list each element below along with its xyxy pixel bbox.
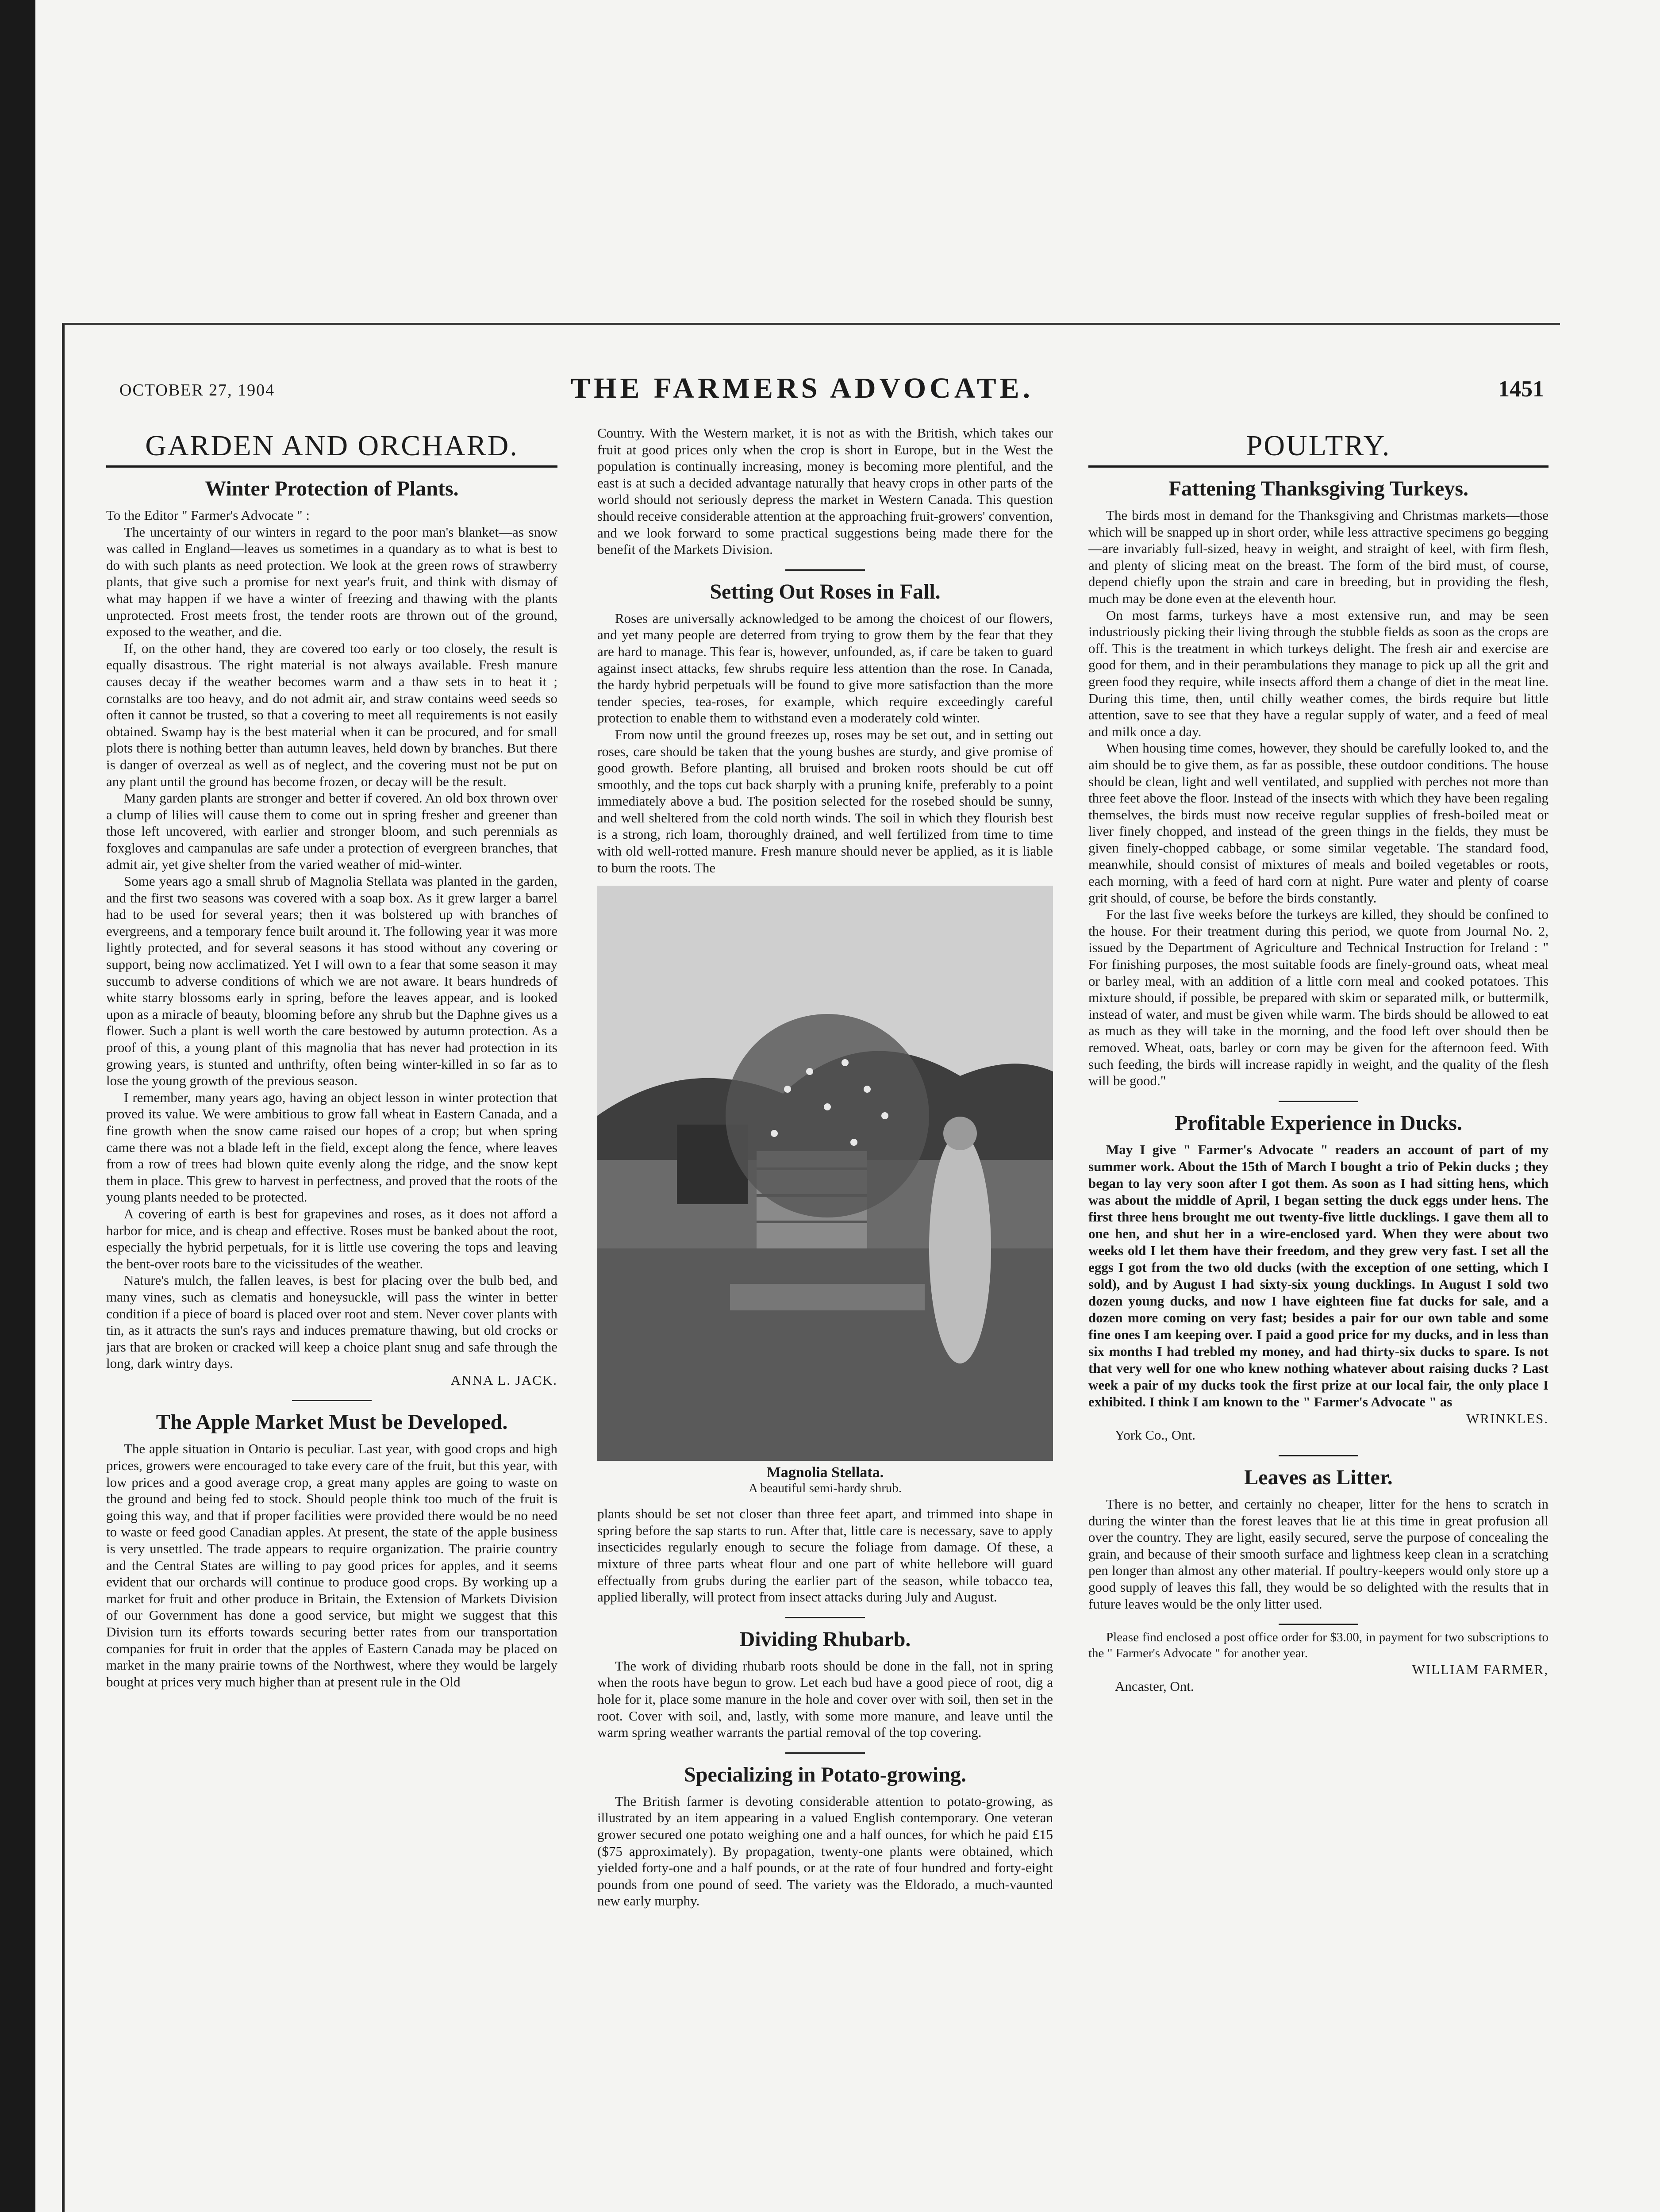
newspaper-page [106, 345, 1557, 2212]
scan-dark-edge [0, 0, 35, 2212]
paragraph: I remember, many years ago, having an object lesson in winter protection that proved its value. We were ambitious to grow fall wheat in Eastern Canada, and a fine growth when the snow came raised our hopes of a crop; but when spring came there was not a blade left in the field, except along the fence, where leaves from a row of trees had blown quite evenly along the ridge, and the snow kept them in place. This grew to harvest in perfectness, and proved that the roots of the young plants needed to be protected. [106, 1089, 557, 1205]
column-3 [1088, 425, 1549, 2212]
paragraph: The British farmer is devoting considerable attention to potato-growing, as illustrated by an item appearing in a valued English contemporary. One veteran grower secured one potato weighing one and a half ounces, for which he paid £15 ($75 approximately). By propagation, twenty-one plants were obtained, which yielded forty-one and a half pounds, or at the rate of four hundred and forty-eight pounds from one pound of seed. The variety was the Eldorado, a much-vaunted new early murphy. [597, 1793, 1053, 1909]
paragraph: The uncertainty of our winters in regard to the poor man's blanket—as snow was called in England—leaves us sometimes in a quandary as to what is best to do with such plants as need protection. We look at the green rows of strawberry plants, that give such a promise for next year's fruit, and think with dismay of what may happen if we have a winter of freezing and thawing with the plants unprotected. Frost meets frost, the tender roots are thrown out of the ground, exposed to the weather, and die. [106, 524, 557, 640]
author-signature: ANNA L. JACK. [450, 1372, 557, 1388]
paragraph: The birds most in demand for the Thanksgiving and Christmas markets—those which will be snapped up in short order, while less attractive specimens go begging—are invariably full-sized, heavy in weight, and straight of keel, with firm flesh, and plenty of slicing meat on the breast. The form of the bird must, of course, depend chiefly upon the strain and care in breeding, but in providing the flesh, much may be done even at the eleventh hour. [1088, 507, 1549, 606]
paragraph-continued: Country. With the Western market, it is not as with the British, which takes our fruit at good prices only when the crop is short in Europe, but in the West the population is continually increasing, money is becoming more plentiful, and the east is at such a decided advantage naturally that heavy crops in other parts of the world should not seriously depress the market in Western Canada. This question should receive considerable attention at the approaching fruit-growers' convention, and we look forward to some practical suggestions being made there for the benefit of the Markets Division. [597, 425, 1053, 557]
article-title-ducks: Profitable Experience in Ducks. [1175, 1111, 1462, 1135]
paragraph: May I give " Farmer's Advocate " readers an account of part of my summer work. About the 15th of March I bought a trio of Pekin ducks ; they began to lay very soon after I got them. As soon as I had sitting hens, which was about the middle of April, I began setting the duck eggs under hens. The first three hens brought me out twenty-five little ducklings. I gave them all to one hen, and shut her in a wire-enclosed yard. When they were about two weeks old I let them have their freedom, and they grew very fast. I set all the eggs I got from the two old ducks (with the exception of one setting, which I sold), and by August I had sixty-six young ducklings. In August I sold two dozen young ducks, and now I have eighteen fine fat ducks for sale, and a dozen more coming on very fast; besides a pair for our own table and some fine ones I am keeping over. I paid a good price for my ducks, and in less than six months I had trebled my money, and had thirty-six ducks to spare. Is not that very well for one who knew nothing whatever about raising ducks ? Last week a pair of my ducks took the first prize at our local fair, the only place I exhibited. I think I am known to the " Farmer's Advocate " as [1088, 1141, 1549, 1409]
paragraph: Many garden plants are stronger and better if covered. An old box thrown over a clump of lilies will cause them to come out in spring fresher and greener than those left uncovered, with earlier and stronger bloom, and such perennials as foxgloves and campanulas are safe under a protection of evergreen branches, that admit air, yet give shelter from the varied weather of mid-winter. [106, 790, 557, 872]
paragraph-continued: plants should be set not closer than three feet apart, and trimmed into shape in spring before the sap starts to run. After that, little care is necessary, save to apply insecticides regularly enough to secure the foliage from damage. Of these, a mixture of three parts wheat flour and one part of white hellebore will guard effectually from grubs during the earlier part of the season, while tobacco tea, applied liberally, will protect from insect attacks during July and August. [597, 1506, 1053, 1605]
subscription-note: Please find enclosed a post office order for $3.00, in payment for two subscriptions to the " Farmer's Advocate " for another year. [1088, 1630, 1549, 1661]
magnolia-photo-illustration [597, 886, 1053, 1461]
note-location: Ancaster, Ont. [1115, 1678, 1194, 1694]
article-title-rhubarb: Dividing Rhubarb. [739, 1627, 911, 1651]
paragraph: From now until the ground freezes up, roses may be set out, and in setting out roses, care should be taken that the young bushes are sturdy, and give promise of good growth. Before planting, all bruised and broken roots should be cut off smoothly, and the tops cut back sharply with a pruning knife, preferably to a point immediately above a bud. The position selected for the rosebed should be sunny, and well sheltered from the cold north winds. The soil in which they flourish best is a strong, rich loam, thoroughly drained, and well fertilized from time to time with old well-rotted manure. Fresh manure should never be applied, as it is liable to burn the roots. The [597, 726, 1053, 876]
magnolia-photo [597, 886, 1053, 1461]
article-title-leaves: Leaves as Litter. [1244, 1465, 1393, 1489]
divider [785, 1752, 865, 1754]
paragraph: Roses are universally acknowledged to be among the choicest of our flowers, and yet many people are deterred from trying to grow them by the fear that they are hard to manage. This fear is, however, unfounded, as, if care be taken to guard against insect attacks, few shrubs require less attention than the rose. In Canada, the hardy hybrid perpetuals will be found to give more satisfaction than the more tender species, tea-roses, for example, which require exceedingly careful protection to enable them to withstand even a moderately cold winter. [597, 610, 1053, 726]
paragraph: There is no better, and certainly no cheaper, litter for the hens to scratch in during the winter than the forest leaves that lie at this time in great profusion all over the country. They are light, easily secured, serve the purpose of concealing the grain, and because of their smooth surface and lightness keep clean in a scratching pen longer than almost any other material. If poultry-keepers would only store up a good supply of leaves this fall, they would be so delighted with the results that in future leaves would be the only litter used. [1088, 1496, 1549, 1612]
paragraph: The work of dividing rhubarb roots should be done in the fall, not in spring when the roots have begun to grow. Let each bud have a good piece of root, dig a hole for it, place some manure in the hole and cover over with soil, then set in the root. Cover with soil, and, lastly, with some more manure, and leave until the warm spring weather warrants the partial removal of the top covering. [597, 1658, 1053, 1740]
article-title-roses: Setting Out Roses in Fall. [710, 580, 941, 603]
note-signature: WILLIAM FARMER, [1412, 1662, 1549, 1678]
column-1 [106, 425, 557, 2212]
divider [1279, 1455, 1358, 1456]
article-salutation: To the Editor " Farmer's Advocate " : [106, 507, 310, 523]
paragraph: A covering of earth is best for grapevines and roses, as it does not afford a harbor for mice, and is cheap and effective. Roses must be banked about the root, especially the hybrid perpetuals, for it is little use covering the tops and leaving the bent-over roots bare to the vicissitudes of the weather. [106, 1206, 557, 1271]
paragraph: For the last five weeks before the turkeys are killed, they should be confined to the house. For their treatment during this period, we quote from Journal No. 2, issued by the Department of Agriculture and Technical Instruction for Ireland : " For finishing purposes, the most suitable foods are finely-ground oats, wheat meal or barley meal, with an addition of a little corn meal and cooked potatoes. This mixture should, if possible, be prepared with skim or separated milk, or buttermilk, instead of water, and must be given while warm. The birds should be allowed to eat as much as they will take in the morning, and the food left over should then be removed. Wheat, oats, barley or corn may be given for the afternoon feed. With such feeding, the birds will increase rapidly in weight, and the quality of the flesh will be good." [1088, 906, 1549, 1089]
paragraph: Some years ago a small shrub of Magnolia Stellata was planted in the garden, and the first two seasons was covered with a soap box. As it grew larger a barrel had to be used for several years; then it was bolstered up with branches of evergreens, and a temporary fence built around it. The following year it was more lightly protected, and for several seasons it has stood without any covering or support, being now acclimatized. Yet I will own to a fear that some season it may succumb to adverse conditions of which we are not aware. It bears hundreds of white starry blossoms early in spring, before the leaves appear, and is looked upon as a miracle of beauty, blooming before any shrub but the Daphne gives us a flower. Such a plant is well worth the care bestowed by autumn protection. As a proof of this, a young plant of this magnolia that has never had protection in its growing years, is stunted and unthrifty, often being winter-killed in so far as to lose the young growth of the previous season. [106, 873, 557, 1089]
paragraph: If, on the other hand, they are covered too early or too closely, the result is equally disastrous. The right material is not always available. Fresh manure causes decay if the weather becomes warm and a thaw sets in to heat it ; cornstalks are too heavy, and do not admit air, and straw contains weed seeds so often it cannot be trusted, so that a covering to meet all requirements is not easily obtained. Swamp hay is the best material when it can be procured, and for small plots there is nothing better than autumn leaves, held down by branches. But there is danger of overzeal as well as of neglect, and the covering must not be put on any plant until the ground has become frozen, or decay will be the result. [106, 640, 557, 789]
section-heading-poultry: POULTRY. [1088, 429, 1549, 468]
divider [1279, 1101, 1358, 1102]
divider [785, 1617, 865, 1618]
paragraph: When housing time comes, however, they should be carefully looked to, and the aim should be to give them, as far as possible, these outdoor conditions. The house should be clean, light and well ventilated, and supplied with perches not more than three feet above the floor. Instead of the insects with which they have been regaling themselves, the birds must now receive regular supplies of fresh-boiled meat or liver finely chopped, and instead of the green things in the fields, they must be given finely-chopped cabbage, or some similar vegetable. The standard food, meanwhile, should consist of mixtures of meals and boiled vegetables or roots, each morning, with a feed of hard corn at night. Pure water and plenty of coarse grit should, of course, be before the birds constantly. [1088, 740, 1549, 906]
photo-caption: Magnolia Stellata. [766, 1464, 884, 1481]
column-2 [597, 425, 1053, 2212]
section-heading-garden: GARDEN AND ORCHARD. [106, 429, 557, 468]
divider [785, 569, 865, 571]
paragraph: The apple situation in Ontario is peculiar. Last year, with good crops and high prices, growers were encouraged to take every care of the fruit, but this year, with low prices and a good average crop, a great many apples are going to waste on the ground and being fed to stock. Should people think too much of the fruit is going this way, and that if proper facilities were provided there would be no need to waste or feed good Canadian apples. At present, the state of the apple business is very unsettled. The trade appears to require organization. The prairie country and the Central States are willing to pay good prices for apples, and it seems evident that our orchards will continue to produce good crops. By working up a market for fruit and other produce in Britain, the Extension of Markets Division of our Government has done a good service, but might we suggest that this Division turn its efforts towards securing better rates from our transportation companies for fruit in order that the apples of Eastern Canada may be placed on market in the many prairie towns of the Northwest, where they would be largely bought at prices very much higher than at present rule in the Old [106, 1441, 557, 1690]
page-number: 1451 [1498, 376, 1544, 402]
divider [292, 1400, 372, 1401]
page-header [119, 372, 1544, 425]
masthead-title: THE FARMERS ADVOCATE. [571, 372, 1034, 404]
article-title-winter-protection: Winter Protection of Plants. [205, 477, 459, 500]
article-title-potato: Specializing in Potato-growing. [684, 1763, 966, 1786]
photo-subcaption: A beautiful semi-hardy shrub. [748, 1481, 902, 1496]
paragraph: On most farms, turkeys have a most extensive run, and may be seen industriously picking their living through the stubble fields as soon as the crops are off. This is the treatment in which turkeys delight. The fresh air and exercise are good for them, and in their perambulations they manage to pick up all the grit and green food they require, while insects afford them a change of diet in the meat line. During this time, then, until chilly weather comes, the birds require but little attention, save to see that they have a regular supply of water, and a feed of meal and milk once a day. [1088, 607, 1549, 739]
article-title-apple-market: The Apple Market Must be Developed. [156, 1410, 508, 1434]
divider [1279, 1624, 1358, 1625]
paragraph: Nature's mulch, the fallen leaves, is best for placing over the bulb bed, and many vines, such as clematis and honeysuckle, will pass the winter in better condition if a piece of board is placed over root and stem. Never cover plants with tin, as it attracts the sun's rays and induces premature thawing, but old crocks or jars that are broken or cracked will keep a choice plant snug and safe through the long, dark wintry days. [106, 1272, 557, 1371]
article-title-turkeys: Fattening Thanksgiving Turkeys. [1168, 477, 1469, 500]
issue-date: OCTOBER 27, 1904 [119, 381, 275, 399]
author-signature: WRINKLES. [1466, 1410, 1549, 1426]
author-location: York Co., Ont. [1115, 1427, 1196, 1443]
